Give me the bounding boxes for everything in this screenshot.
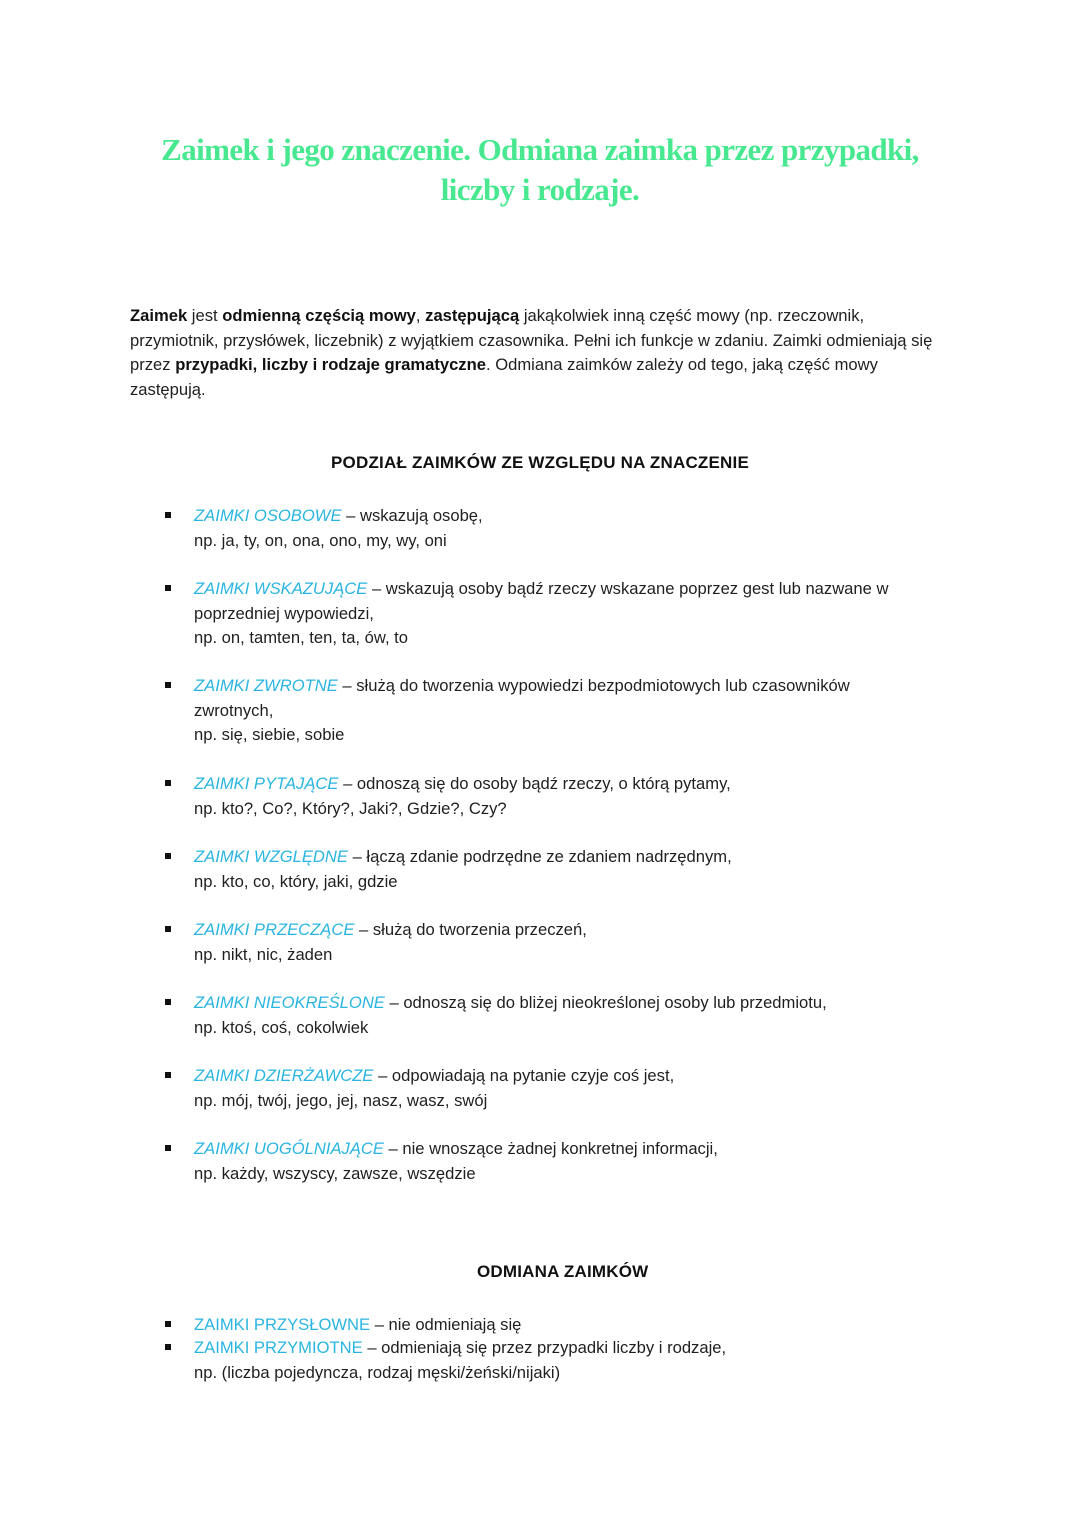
- list-item-desc: – nie wnoszące żadnej konkretnej informacji,: [383, 1139, 718, 1158]
- list-item-desc: – odnoszą się do osoby bądź rzeczy, o którą pytamy,: [338, 774, 731, 793]
- list-item-example: np. (liczba pojedyncza, rodzaj męski/żeński/nijaki): [194, 1362, 561, 1382]
- intro-bold: odmienną częścią mowy: [222, 306, 416, 325]
- intro-text: jakąkolwiek inną część mowy (np. rzeczownik, przymiotnik, przysłówek, liczebnik) z wyjątkiem czasownika. Pełni ich funkcje w zdaniu. Zaimki odmieniają się przez: [130, 306, 933, 374]
- intro-bold: Zaimek: [130, 306, 188, 325]
- title-line: liczby i rodzaje.: [440, 172, 640, 207]
- intro-text: ,: [415, 306, 426, 325]
- list-item-example: np. mój, twój, jego, jej, nasz, wasz, swój: [194, 1090, 488, 1110]
- list-item: [194, 918, 934, 967]
- list-item-term: ZAIMKI PYTAJĄCE: [194, 774, 339, 793]
- list-item-term: ZAIMKI NIEOKREŚLONE: [194, 993, 385, 1012]
- list-item-example: np. kto, co, który, jaki, gdzie: [194, 871, 398, 891]
- list-item-term: ZAIMKI WZGLĘDNE: [194, 847, 348, 866]
- list-item: [194, 991, 934, 1040]
- list-item: [194, 1137, 934, 1186]
- section-heading-declension: ODMIANA ZAIMKÓW: [477, 1262, 649, 1281]
- list-item-term: ZAIMKI PRZECZĄCE: [194, 920, 355, 939]
- bullet-icon: [165, 1072, 171, 1078]
- list-item-desc-cont: poprzedniej wypowiedzi,: [194, 603, 374, 623]
- list-item-term: ZAIMKI UOGÓLNIAJĄCE: [194, 1139, 384, 1158]
- list-item-desc: – wskazują osobę,: [341, 506, 483, 525]
- list-item-desc: – wskazują osoby bądź rzeczy wskazane poprzez gest lub nazwane w: [367, 579, 889, 598]
- list-item-term: ZAIMKI PRZYSŁOWNE: [194, 1315, 371, 1334]
- bullet-icon: [165, 512, 171, 518]
- list-item-term: ZAIMKI DZIERŻAWCZE: [194, 1066, 374, 1085]
- bullet-icon: [165, 1321, 171, 1327]
- list-item-example: np. kto?, Co?, Który?, Jaki?, Gdzie?, Czy?: [194, 798, 507, 818]
- list-item-desc-cont: zwrotnych,: [194, 700, 274, 720]
- intro-paragraph: [130, 304, 955, 402]
- bullet-icon: [165, 585, 171, 591]
- list-item: [194, 1064, 934, 1113]
- section-heading-meaning: PODZIAŁ ZAIMKÓW ZE WZGLĘDU NA ZNACZENIE: [331, 453, 749, 472]
- bullet-icon: [165, 780, 171, 786]
- list-item: [194, 1313, 934, 1338]
- list-item: [194, 577, 934, 651]
- list-item-term: ZAIMKI ZWROTNE: [194, 676, 338, 695]
- intro-bold: przypadki, liczby i rodzaje gramatyczne: [175, 355, 486, 374]
- list-item: [194, 1336, 934, 1385]
- bullet-icon: [165, 1344, 171, 1350]
- bullet-icon: [165, 682, 171, 688]
- list-item-term: ZAIMKI PRZYMIOTNE: [194, 1338, 363, 1357]
- bullet-icon: [165, 853, 171, 859]
- list-item-desc: – odpowiadają na pytanie czyje coś jest,: [373, 1066, 675, 1085]
- list-item-example: np. ktoś, coś, cokolwiek: [194, 1017, 369, 1037]
- intro-bold: zastępującą: [425, 306, 520, 325]
- list-item: [194, 772, 934, 821]
- list-item-desc: – odnoszą się do bliżej nieokreślonej osoby lub przedmiotu,: [384, 993, 827, 1012]
- list-item-example: np. ja, ty, on, ona, ono, my, wy, oni: [194, 530, 447, 550]
- list-item-example: np. każdy, wszyscy, zawsze, wszędzie: [194, 1163, 476, 1183]
- list-item: [194, 674, 934, 748]
- list-item-example: np. on, tamten, ten, ta, ów, to: [194, 628, 409, 647]
- intro-text: . Odmiana zaimków zależy od tego, jaką część mowy zastępują.: [130, 355, 878, 399]
- list-item-desc: – łączą zdanie podrzędne ze zdaniem nadrzędnym,: [347, 847, 732, 866]
- list-item-desc: – służą do tworzenia wypowiedzi bezpodmiotowych lub czasowników: [337, 676, 850, 695]
- list-item-desc: – służą do tworzenia przeczeń,: [354, 920, 587, 939]
- title-line: Zaimek i jego znaczenie. Odmiana zaimka przez przypadki,: [161, 132, 919, 167]
- page-title: [130, 130, 950, 210]
- bullet-icon: [165, 999, 171, 1005]
- list-item-desc: – odmieniają się przez przypadki liczby i rodzaje,: [362, 1338, 727, 1357]
- bullet-icon: [165, 1145, 171, 1151]
- bullet-icon: [165, 926, 171, 932]
- list-item-example: np. się, siebie, sobie: [194, 725, 345, 744]
- list-item-term: ZAIMKI WSKAZUJĄCE: [194, 579, 368, 598]
- list-item-example: np. nikt, nic, żaden: [194, 944, 333, 964]
- list-item: [194, 845, 934, 894]
- list-item: [194, 504, 934, 553]
- intro-text: jest: [187, 306, 223, 325]
- list-item-term: ZAIMKI OSOBOWE: [194, 506, 342, 525]
- list-item-desc: – nie odmieniają się: [370, 1315, 522, 1334]
